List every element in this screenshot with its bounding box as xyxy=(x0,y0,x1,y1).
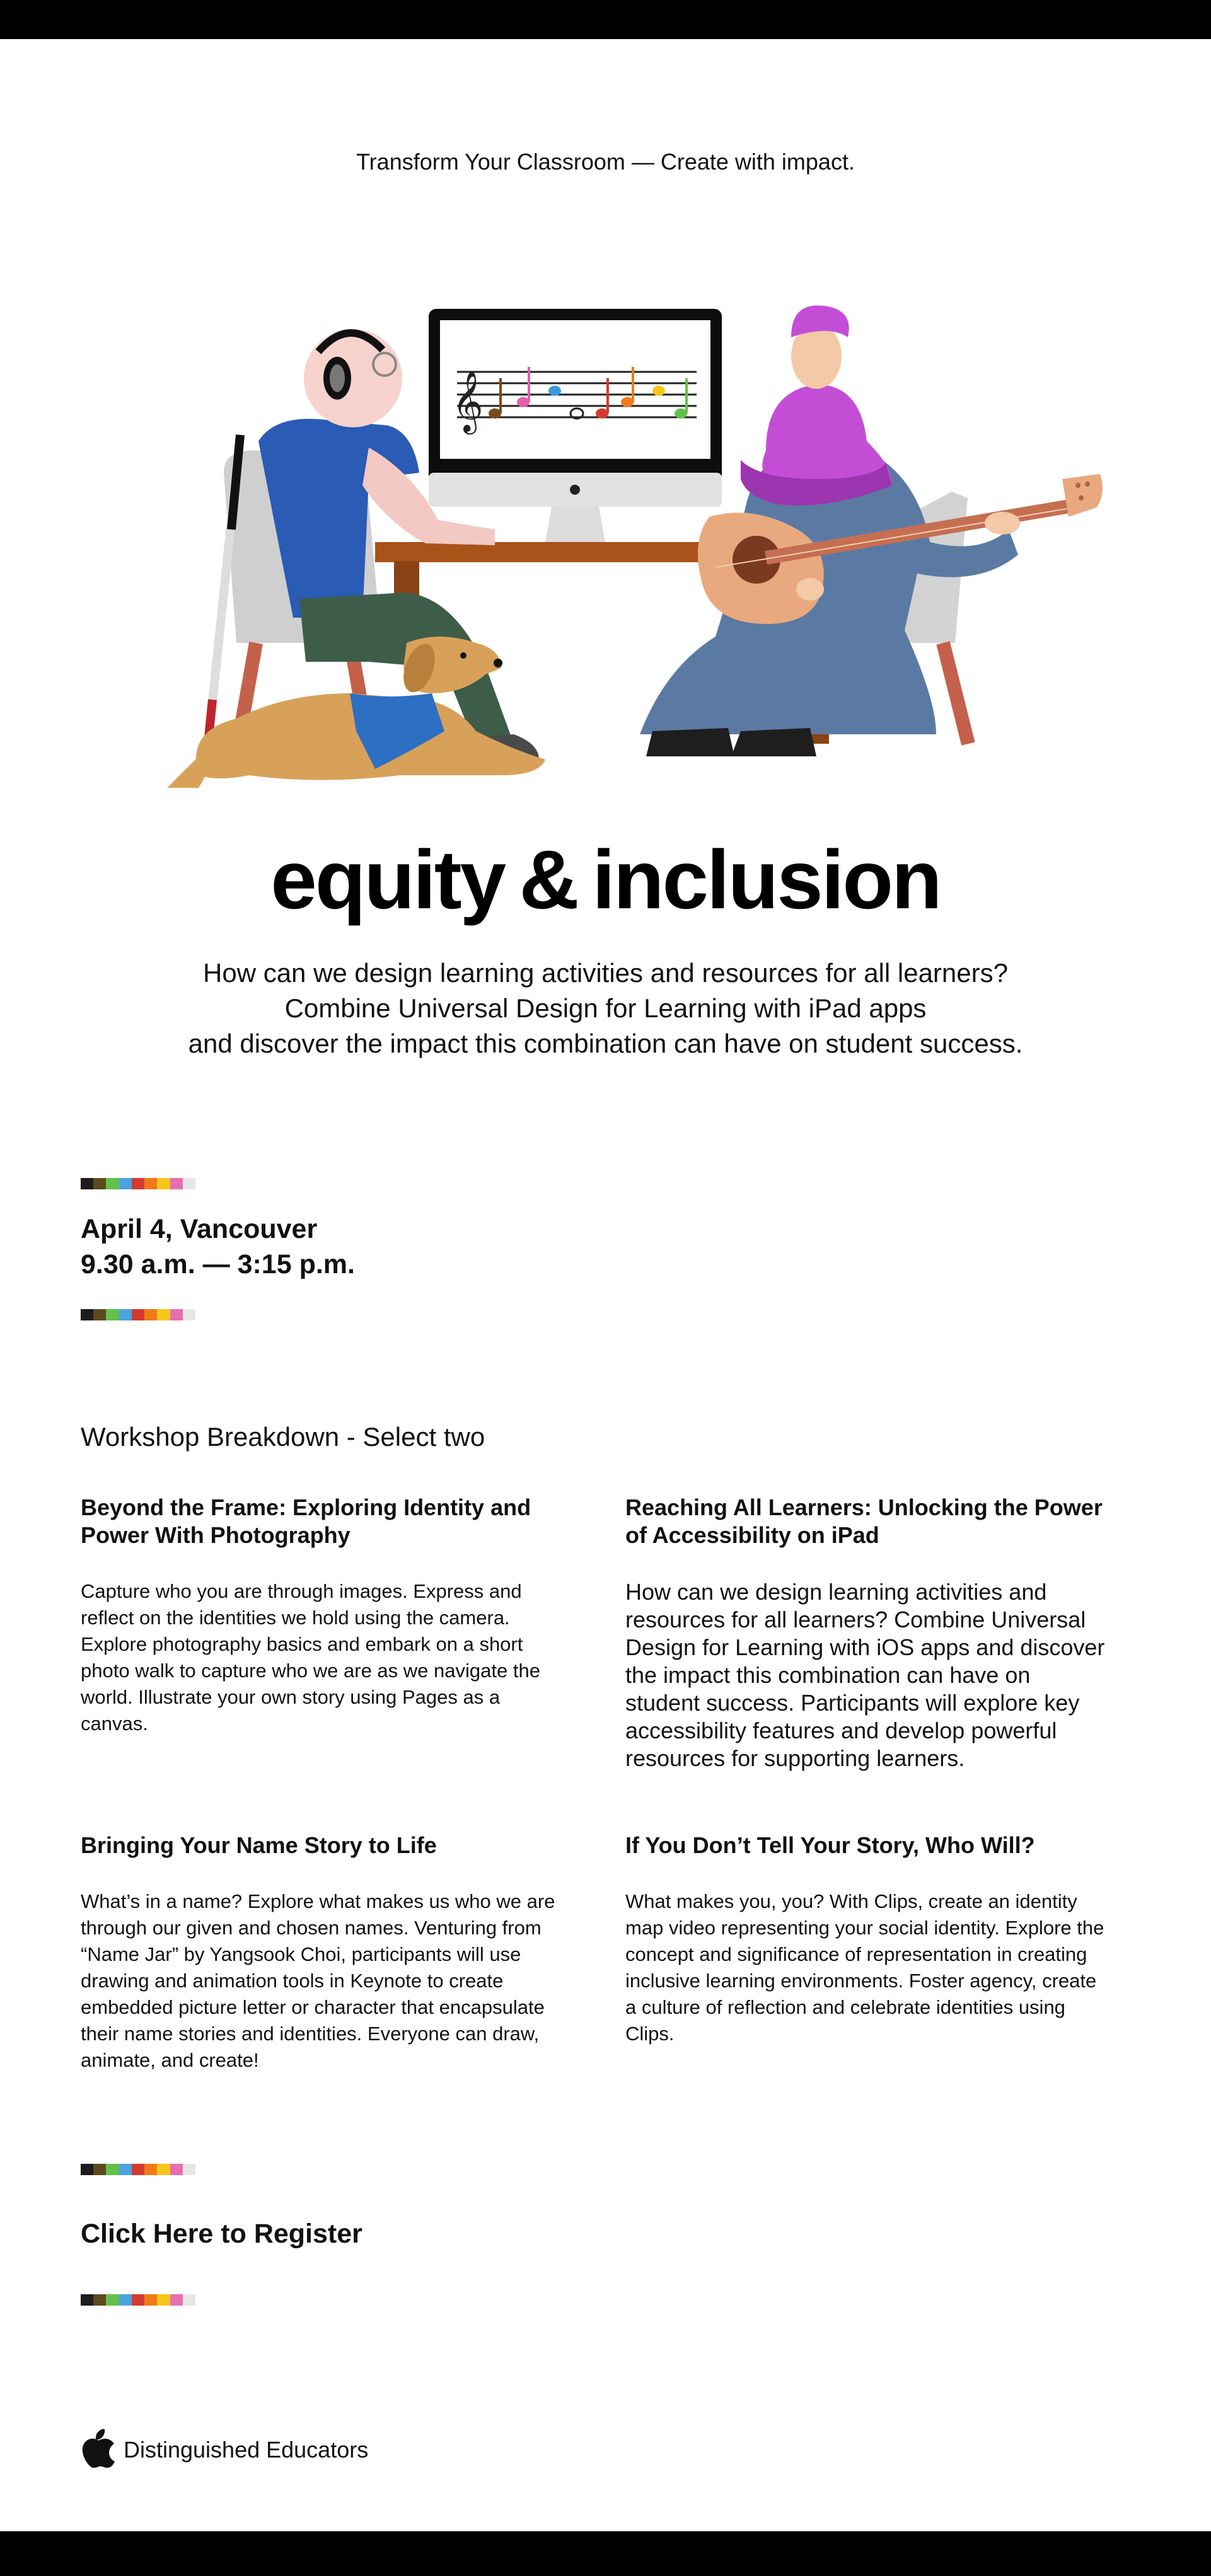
color-swatch xyxy=(144,1178,157,1189)
color-swatch xyxy=(119,1309,132,1320)
workshop-title: Reaching All Learners: Unlocking the Power of Accessibility on iPad xyxy=(625,1494,1103,1548)
workshop-card xyxy=(625,1832,1111,2047)
color-swatch xyxy=(81,2164,93,2175)
workshop-card xyxy=(625,1494,1111,1772)
bottom-black-bar xyxy=(0,2531,1211,2576)
workshop-title: Beyond the Frame: Exploring Identity and Power With Photography xyxy=(81,1494,531,1548)
event-date: April 4, Vancouver xyxy=(81,1214,318,1244)
color-swatch xyxy=(106,1309,119,1320)
color-swatch xyxy=(144,2164,157,2175)
color-swatch xyxy=(183,2164,195,2175)
color-swatch xyxy=(157,2294,170,2306)
footer-brand: Distinguished Educators xyxy=(124,2437,369,2463)
color-swatch xyxy=(106,2164,119,2175)
color-swatch xyxy=(106,1178,119,1189)
color-swatch xyxy=(119,2164,132,2175)
color-swatch xyxy=(157,1309,170,1320)
color-swatch xyxy=(170,1309,183,1320)
top-black-bar xyxy=(0,0,1211,39)
workshop-description: How can we design learning activities and resources for all learners? Combine Universal Design for Learning with iOS apps and discover the impact this combination can have on student success. Participants will explore key accessibility features and develop powerful resources for supporting learners. xyxy=(625,1579,1105,1771)
color-swatch xyxy=(170,2294,183,2306)
color-strip xyxy=(81,1309,195,1320)
workshop-description: Capture who you are through images. Express and reflect on the identities we hold using the camera. Explore photography basics and embark on a short photo walk to capture who we are as we navigate the world. Illustrate your own story using Pages as a canvas. xyxy=(81,1580,540,1735)
workshop-card xyxy=(81,1494,566,1737)
workshop-title: Bringing Your Name Story to Life xyxy=(81,1832,437,1858)
event-time: 9.30 a.m. — 3:15 p.m. xyxy=(81,1249,355,1279)
color-strip xyxy=(81,2294,195,2306)
workshop-description: What’s in a name? Explore what makes us who we are through our given and chosen names. Venturing from “Name Jar” by Yangsook Choi, participants will use drawing and animation tools in Keynote to create embedded picture letter or character that encapsulate their name stories and identities. Everyone can draw, animate, and create! xyxy=(81,1890,555,2071)
color-swatch xyxy=(183,2294,195,2306)
color-strip xyxy=(81,1178,195,1189)
color-swatch xyxy=(81,1178,93,1189)
color-swatch xyxy=(132,1178,144,1189)
color-swatch xyxy=(183,1309,195,1320)
color-swatch xyxy=(132,2294,144,2306)
color-swatch xyxy=(119,1178,132,1189)
color-swatch xyxy=(170,2164,183,2175)
color-swatch xyxy=(157,2164,170,2175)
register-link[interactable]: Click Here to Register xyxy=(81,2219,362,2249)
apple-logo-icon xyxy=(81,2427,116,2468)
color-swatch xyxy=(157,1178,170,1189)
tagline: Transform Your Classroom — Create with impact. xyxy=(356,149,855,175)
workshop-title: If You Don’t Tell Your Story, Who Will? xyxy=(625,1832,1035,1858)
intro-line: and discover the impact this combination can have on student success. xyxy=(188,1029,1023,1058)
color-swatch xyxy=(93,2164,106,2175)
color-swatch xyxy=(106,2294,119,2306)
color-swatch xyxy=(81,2294,93,2306)
color-swatch xyxy=(93,2294,106,2306)
workshop-description: What makes you, you? With Clips, create an identity map video representing your social identity. Explore the concept and significance of representation in creating inclusive learning environments. Foster agency, create a culture of reflection and celebrate identities using Clips. xyxy=(625,1890,1104,2045)
color-swatch xyxy=(132,1309,144,1320)
color-swatch xyxy=(119,2294,132,2306)
workshop-card xyxy=(81,1832,566,2074)
color-swatch xyxy=(170,1178,183,1189)
intro-line: How can we design learning activities and resources for all learners? xyxy=(203,958,1008,988)
color-swatch xyxy=(81,1309,93,1320)
headline: equity & inclusion xyxy=(270,833,941,926)
color-swatch xyxy=(144,2294,157,2306)
color-swatch xyxy=(93,1309,106,1320)
workshop-section-title: Workshop Breakdown - Select two xyxy=(81,1422,485,1452)
computer-monitor xyxy=(429,309,722,542)
intro-text xyxy=(126,956,1085,1061)
color-strip xyxy=(81,2164,195,2175)
svg-text:𝄞: 𝄞 xyxy=(452,370,484,432)
color-swatch xyxy=(132,2164,144,2175)
color-swatch xyxy=(183,1178,195,1189)
hero-illustration xyxy=(161,290,1119,807)
color-swatch xyxy=(144,1309,157,1320)
event-details xyxy=(81,1211,355,1282)
intro-line: Combine Universal Design for Learning with iPad apps xyxy=(284,993,927,1023)
color-swatch xyxy=(93,1178,106,1189)
